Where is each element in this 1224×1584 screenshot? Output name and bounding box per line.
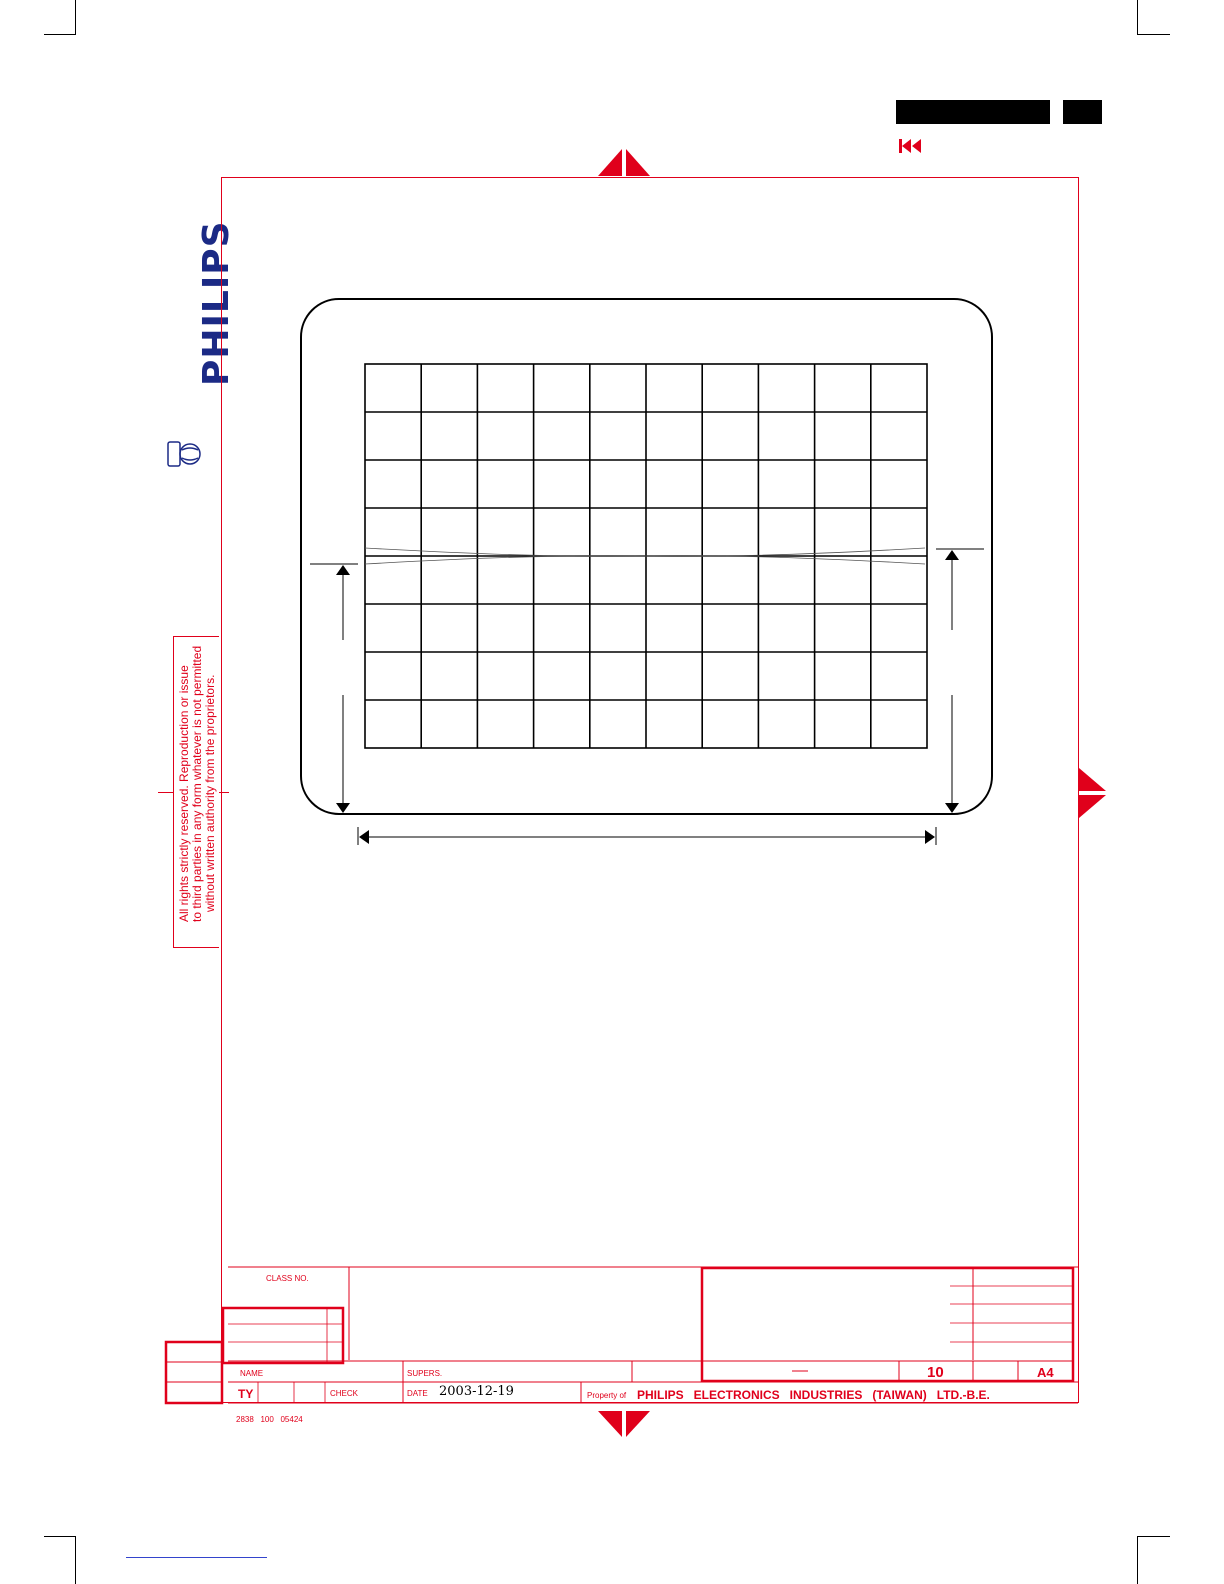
crop-mark (1137, 1536, 1138, 1584)
grid-drawing (290, 290, 1010, 860)
company-name: PHILIPS ELECTRONICS INDUSTRIES (TAIWAN) LTD.-B.E. (637, 1388, 990, 1402)
crop-mark (1137, 0, 1138, 35)
document-number: 2838 100 05424 (236, 1415, 303, 1424)
sheet-number: 10 (927, 1364, 944, 1381)
rewind-icon[interactable] (898, 138, 924, 154)
rights-line-1: All rights strictly reserved. Reproduction or issue (177, 665, 191, 922)
date-label: DATE (407, 1389, 428, 1398)
brand-name: PHILIPS (196, 220, 237, 386)
registration-mark-top (598, 149, 650, 177)
header-bar (896, 100, 1050, 124)
brand-wordmark (166, 220, 237, 386)
crop-mark (44, 34, 76, 35)
crop-mark (1137, 34, 1170, 35)
rights-line-3: without written authority from the proprietors. (203, 674, 217, 912)
registration-mark-right (1079, 768, 1107, 818)
name-value: TY (238, 1387, 254, 1401)
rights-line-2: to third parties in any form whatever is not permitted (190, 645, 204, 922)
class-no-label: CLASS NO. (266, 1274, 309, 1283)
paper-size: A4 (1037, 1365, 1054, 1380)
center-tick (158, 792, 173, 793)
name-label: NAME (240, 1369, 264, 1378)
property-label: Property of (587, 1391, 627, 1400)
crop-mark (1137, 1536, 1170, 1537)
supers-label: SUPERS. (407, 1369, 443, 1378)
distortion-curve (365, 556, 925, 564)
shield-icon (166, 440, 202, 468)
registration-mark-bottom (598, 1410, 650, 1438)
crop-mark (44, 1536, 76, 1537)
footer-link-underline[interactable] (126, 1557, 267, 1558)
crop-mark (75, 0, 76, 35)
date-value: 2003-12-19 (439, 1384, 514, 1399)
rights-notice (177, 645, 217, 922)
distortion-curve (365, 548, 925, 556)
check-label: CHECK (330, 1389, 359, 1398)
page-number-bar (1063, 100, 1102, 124)
crop-mark (75, 1536, 76, 1584)
